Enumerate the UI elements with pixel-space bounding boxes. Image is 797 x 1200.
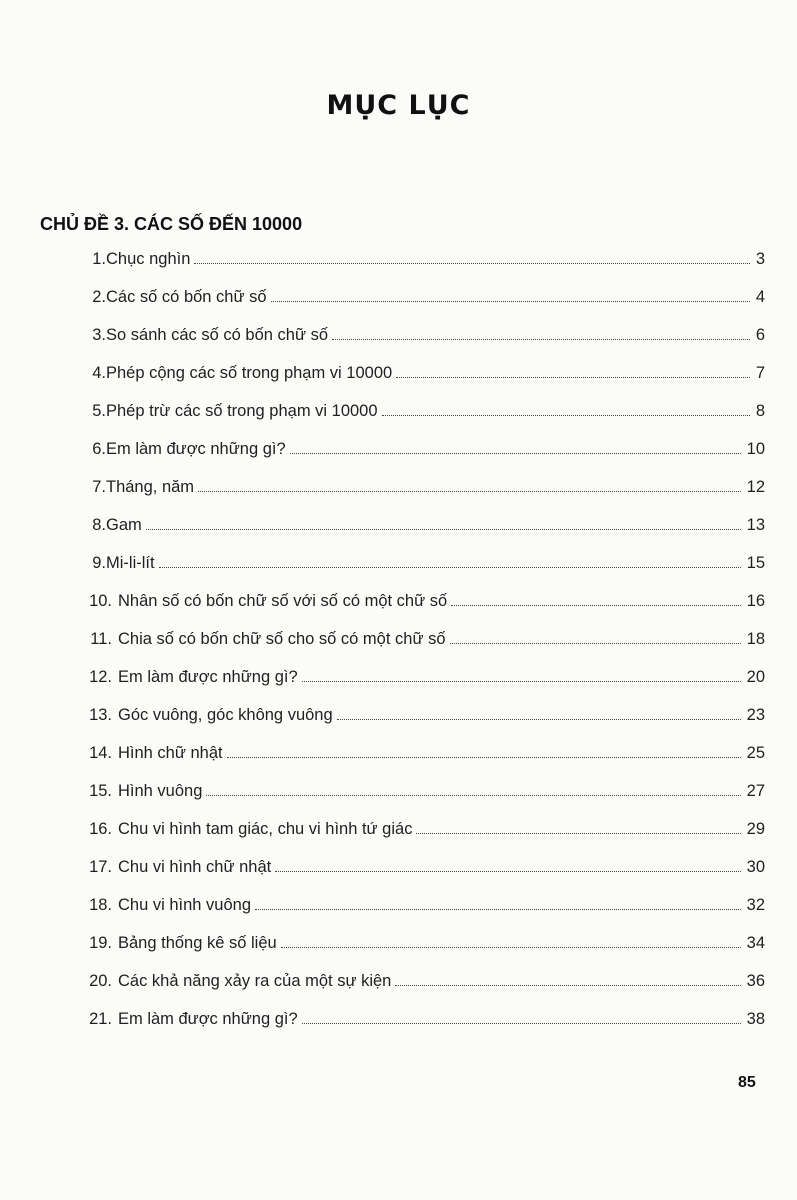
toc-entry-number: 2. [92, 288, 106, 306]
toc-entry-title: Mi-li-lít [106, 554, 155, 572]
toc-entry-line [118, 662, 765, 692]
toc-entry-line [118, 700, 765, 730]
toc-entry-line [106, 510, 765, 540]
toc-entry[interactable] [0, 814, 797, 844]
dot-leader [302, 1023, 741, 1024]
toc-entry-line [106, 472, 765, 502]
toc-entry[interactable] [0, 282, 797, 312]
toc-entry-number: 20. [89, 972, 112, 990]
toc-entry-title: Chu vi hình chữ nhật [118, 858, 272, 876]
dot-leader [450, 643, 741, 644]
toc-entry[interactable] [0, 548, 797, 578]
dot-leader [194, 263, 749, 264]
toc-entry-page: 20 [746, 668, 765, 686]
toc-entry-number: 7. [92, 478, 106, 496]
toc-entry-number: 13. [89, 706, 112, 724]
toc-entry-page: 38 [746, 1010, 765, 1028]
dot-leader [382, 415, 750, 416]
dot-leader [395, 985, 740, 986]
toc-entry-line [106, 244, 765, 274]
toc-entry[interactable] [0, 890, 797, 920]
toc-entry-line [118, 738, 765, 768]
toc-entry-line [118, 586, 765, 616]
toc-entry-line [106, 358, 765, 388]
dot-leader [290, 453, 741, 454]
toc-entry[interactable] [0, 320, 797, 350]
toc-entry-page: 7 [755, 364, 765, 382]
dot-leader [227, 757, 741, 758]
toc-entry-title: Hình vuông [118, 782, 203, 800]
toc-entry[interactable] [0, 662, 797, 692]
toc-entry-title: Chu vi hình vuông [118, 896, 252, 914]
toc-entry-number: 11. [90, 630, 112, 648]
toc-entry-number: 12. [89, 668, 112, 686]
toc-entry-number: 6. [92, 440, 106, 458]
toc-entry-line [106, 320, 765, 350]
toc-entry-title: Gam [106, 516, 142, 534]
toc-entry[interactable] [0, 1004, 797, 1034]
toc-entry[interactable] [0, 586, 797, 616]
toc-entry-page: 25 [746, 744, 765, 762]
toc-entry-line [106, 282, 765, 312]
toc-entry-page: 8 [755, 402, 765, 420]
toc-entry-title: Chu vi hình tam giác, chu vi hình tứ giác [118, 820, 413, 838]
dot-leader [146, 529, 741, 530]
toc-entry-page: 12 [746, 478, 765, 496]
toc-entry-line [118, 624, 765, 654]
dot-leader [198, 491, 741, 492]
toc-entry-number: 15. [89, 782, 112, 800]
toc-entry-number: 8. [92, 516, 106, 534]
toc-entry-title: Em làm được những gì? [118, 1010, 298, 1028]
toc-entry-line [118, 966, 765, 996]
toc-entry-title: Chia số có bốn chữ số cho số có một chữ số [118, 630, 446, 648]
toc-entry-line [118, 852, 765, 882]
toc-entry-page: 29 [746, 820, 765, 838]
toc-entry-page: 27 [746, 782, 765, 800]
toc-entry-number: 19. [89, 934, 112, 952]
toc-entry[interactable] [0, 928, 797, 958]
toc-entry-line [118, 1004, 765, 1034]
chapter-heading: CHỦ ĐỀ 3. CÁC SỐ ĐẾN 10000 [40, 214, 303, 234]
toc-entry-page: 3 [755, 250, 765, 268]
toc-entry[interactable] [0, 396, 797, 426]
toc-entry-page: 30 [746, 858, 765, 876]
toc-entry-title: Phép trừ các số trong phạm vi 10000 [106, 402, 378, 420]
dot-leader [396, 377, 750, 378]
toc-entry-number: 9. [92, 554, 106, 572]
toc-entry-page: 16 [746, 592, 765, 610]
toc-entry-number: 18. [89, 896, 112, 914]
dot-leader [281, 947, 741, 948]
toc-entry[interactable] [0, 700, 797, 730]
dot-leader [337, 719, 741, 720]
toc-entry[interactable] [0, 510, 797, 540]
toc-entry-number: 14. [89, 744, 112, 762]
toc-entry-line [118, 928, 765, 958]
toc-entry-title: Chục nghìn [106, 250, 191, 268]
toc-entry-page: 13 [746, 516, 765, 534]
dot-leader [275, 871, 740, 872]
page-number: 85 [738, 1074, 756, 1091]
toc-entry-number: 21. [89, 1010, 112, 1028]
toc-entry-line [106, 434, 765, 464]
toc-entry-line [118, 814, 765, 844]
toc-entry-title: So sánh các số có bốn chữ số [106, 326, 329, 344]
toc-entry-number: 4. [92, 364, 106, 382]
toc-entry-page: 34 [746, 934, 765, 952]
toc-entry-page: 15 [746, 554, 765, 572]
toc-entry-page: 36 [746, 972, 765, 990]
dot-leader [416, 833, 740, 834]
toc-entry-line [118, 890, 765, 920]
page-title: MỤC LỤC [326, 90, 471, 121]
toc-entry-page: 18 [746, 630, 765, 648]
toc-entry[interactable] [0, 434, 797, 464]
toc-entry-title: Các khả năng xảy ra của một sự kiện [118, 972, 392, 990]
toc-entry-page: 10 [746, 440, 765, 458]
toc-entry[interactable] [0, 244, 797, 274]
toc-entry[interactable] [0, 472, 797, 502]
dot-leader [271, 301, 750, 302]
toc-entry-title: Hình chữ nhật [118, 744, 223, 762]
toc-entry-line [106, 548, 765, 578]
toc-entry-number: 16. [89, 820, 112, 838]
toc-entry-title: Tháng, năm [106, 478, 195, 496]
dot-leader [332, 339, 750, 340]
toc-entry-number: 17. [89, 858, 112, 876]
toc-entry-line [118, 776, 765, 806]
toc-entry-title: Góc vuông, góc không vuông [118, 706, 333, 724]
toc-entry-title: Bảng thống kê số liệu [118, 934, 277, 952]
dot-leader [451, 605, 740, 606]
toc-entry-title: Phép cộng các số trong phạm vi 10000 [106, 364, 393, 382]
dot-leader [206, 795, 740, 796]
toc-entry[interactable] [0, 624, 797, 654]
toc-entry-title: Em làm được những gì? [106, 440, 286, 458]
toc-entry[interactable] [0, 776, 797, 806]
toc-entry-title: Các số có bốn chữ số [106, 288, 267, 306]
toc-entry-title: Nhân số có bốn chữ số với số có một chữ số [118, 592, 448, 610]
toc-entry-number: 3. [92, 326, 106, 344]
toc-entry[interactable] [0, 738, 797, 768]
toc-entry[interactable] [0, 966, 797, 996]
toc-entry[interactable] [0, 358, 797, 388]
toc-entry-number: 5. [92, 402, 106, 420]
toc-entry-number: 1. [92, 250, 106, 268]
dot-leader [302, 681, 741, 682]
toc-entry-page: 32 [746, 896, 765, 914]
dot-leader [159, 567, 741, 568]
toc-entry-page: 23 [746, 706, 765, 724]
toc-entry-page: 6 [755, 326, 765, 344]
toc-entry[interactable] [0, 852, 797, 882]
toc-entry-title: Em làm được những gì? [118, 668, 298, 686]
toc-entry-line [106, 396, 765, 426]
dot-leader [255, 909, 741, 910]
toc-entry-number: 10. [89, 592, 112, 610]
toc-entry-page: 4 [755, 288, 765, 306]
